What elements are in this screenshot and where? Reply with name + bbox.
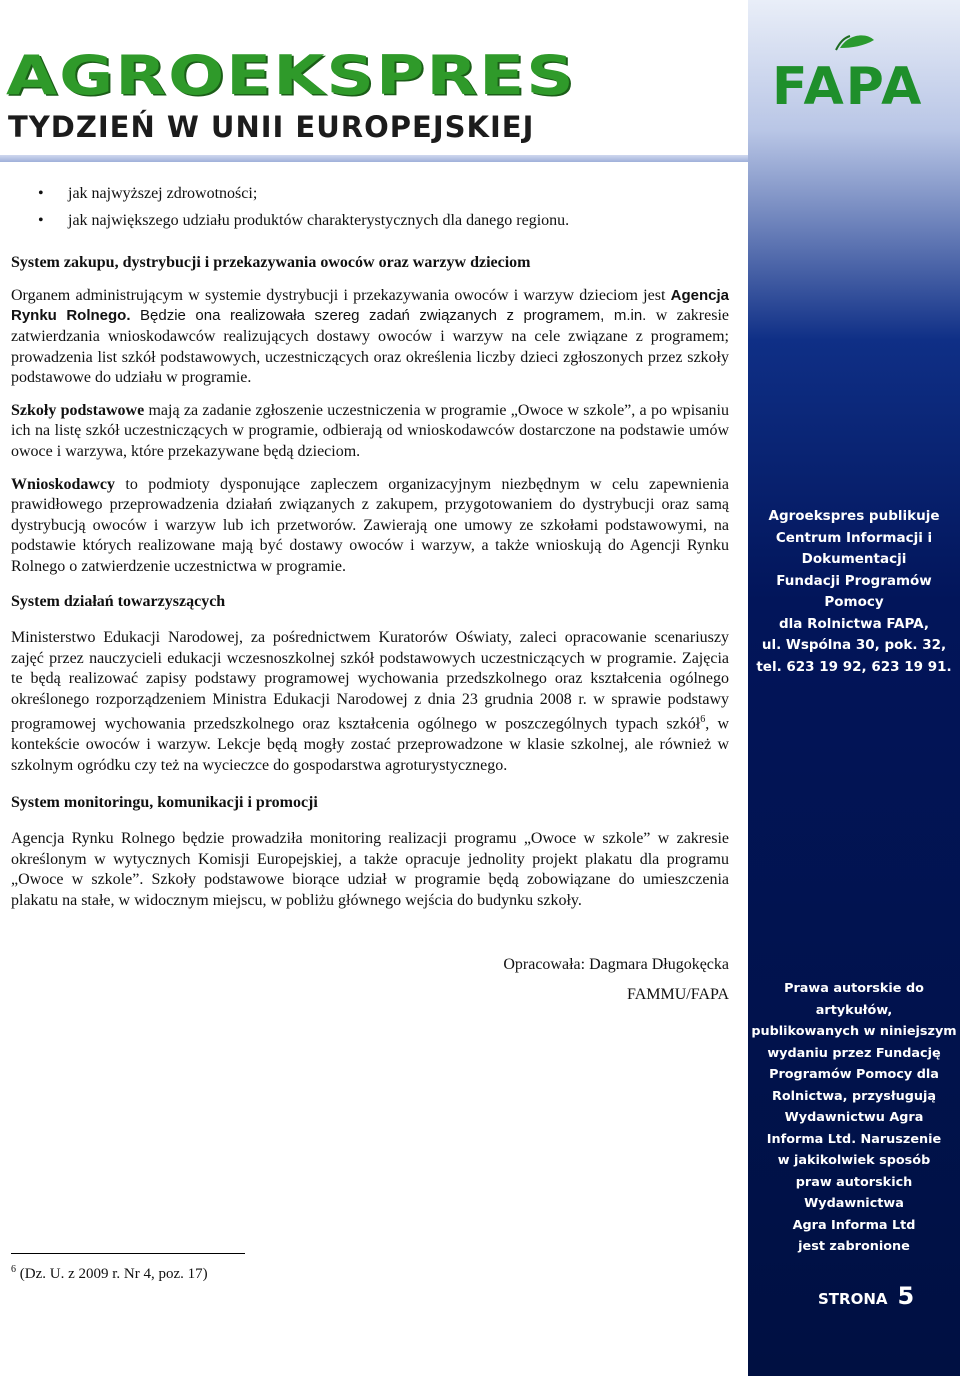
page-label: STRONA <box>818 1290 888 1308</box>
text-run: to podmioty dysponujące zapleczem organizacyjnym niezbędnym w celu zapewnienia prawidłowego przeprowadzenia działań związanych z zakupem, przygotowaniem do dystrybucji oraz samą dystrybucją owoców i warzyw lub ich przetworów. Zawierają one umowy ze szkołami podstawowymi, na podstawie których realizowane mają być dostawy owoców i warzyw, a także wnioskują do Agencji Rynku Rolnego o zatwierdzenie uczestnictwa w programie. <box>11 475 729 575</box>
copyright-line: Wydawnictwu Agra <box>784 1110 924 1125</box>
publisher-info <box>748 506 960 678</box>
signature-author: Opracowała: Dagmara Długokęcka <box>503 955 729 973</box>
paragraph <box>11 628 729 776</box>
text-run: Organem administrującym w systemie dystrybucji i przekazywania owoców i warzyw dzieciom jest <box>11 286 671 304</box>
paragraph <box>11 829 729 911</box>
footnote-number: 6 <box>11 1264 16 1275</box>
publisher-line: Centrum Informacji i Dokumentacji <box>775 529 933 567</box>
copyright-line: w jakikolwiek sposób <box>777 1153 931 1168</box>
page-number-value: 5 <box>897 1282 915 1310</box>
text-run-bold: Wnioskodawcy <box>11 475 116 493</box>
text-run: Ministerstwo Edukacji Narodowej, za pośrednictwem Kuratorów Oświaty, zaleci opracowanie scenariuszy zajęć przez nauczycieli edukacji wczesnoszkolnej szkół podstawowych uczestniczących w programie. Zajęcia te będą realizować zapisy podstawy programowej wychowania przedszkolnego oraz kształcenia ogólnego określonego rozporządzeniem Ministra Edukacji Narodowej z dnia 23 grudnia 2008 r. w sprawie podstawy programowej wychowania przedszkolnego oraz kształcenia ogólnego w poszczególnych typach szkół <box>11 629 729 733</box>
article-body <box>11 184 729 1010</box>
signature <box>11 950 729 1010</box>
header-divider <box>0 155 748 162</box>
publisher-line: ul. Wspólna 30, pok. 32, <box>761 637 947 653</box>
text-run: Będzie ona realizowała szereg zadań związanych z programem, m.in. <box>130 307 647 325</box>
text-run: Agencja Rynku Rolnego będzie prowadziła monitoring realizacji programu „Owoce w szkole” w zakresie określonym w wytycznych Komisji Europejskiej, a także opracuje jednolity projekt plakatu dla programu „Owoce w szkole”. Szkoły podstawowe biorące udział w programie będą zobowiązane do umieszczenia plakatu na stałe, w widocznym miejscu, w pobliżu głównego wejścia do budynku szkoły. <box>11 830 729 909</box>
footnote-text: (Dz. U. z 2009 r. Nr 4, poz. 17) <box>16 1266 208 1282</box>
leaf-icon <box>836 35 874 50</box>
publisher-line: Agroekspres publikuje <box>768 508 940 524</box>
footnote-ref: 6 <box>700 714 706 726</box>
bullet-list <box>11 184 729 231</box>
fapa-logo <box>770 30 940 110</box>
copyright-line: Programów Pomocy dla <box>769 1067 939 1082</box>
page-number <box>818 1282 914 1310</box>
section-heading: System działań towarzyszących <box>11 592 226 610</box>
copyright-line: Agra Informa Ltd <box>792 1217 916 1233</box>
copyright-line: jest zabronione <box>798 1239 910 1254</box>
fapa-logo-text: FAPA <box>772 57 924 110</box>
text-run-bold: Agencja Rynku Rolnego. <box>11 286 729 325</box>
copyright-line: Informa Ltd. Naruszenie <box>766 1131 942 1147</box>
masthead <box>0 0 748 160</box>
paragraph <box>11 475 729 578</box>
paragraph <box>11 286 729 389</box>
list-item: • jak największego udziału produktów charakterystycznych dla danego regionu. <box>11 211 729 232</box>
copyright-line: wydaniu przez Fundację <box>767 1045 941 1061</box>
copyright-notice <box>748 978 960 1258</box>
list-item: • jak najwyższej zdrowotności; <box>11 184 729 205</box>
paragraph <box>11 401 729 463</box>
text-run: w zakresie zatwierdzania wnioskodawców realizujących dostawy owoców i warzyw na cele związane z programem; prowadzenia list szkół podstawowych, uczestniczących oraz określenia liczby dzieci zgłoszonych przez szkoły podstawowe do udziału w programie. <box>11 307 729 387</box>
text-run-bold: Szkoły podstawowe <box>11 401 145 419</box>
right-sidebar <box>748 0 960 1376</box>
section-heading: System monitoringu, komunikacji i promocji <box>11 793 318 811</box>
publisher-line: tel. 623 19 92, 623 19 91. <box>756 658 952 675</box>
copyright-line: Prawa autorskie do artykułów, <box>784 981 924 1018</box>
signature-org: FAMMU/FAPA <box>627 985 729 1003</box>
copyright-line: praw autorskich Wydawnictwa <box>795 1174 913 1211</box>
footnote <box>11 1264 208 1283</box>
text-run: , w kontekście owoców i warzyw. Lekcje będą mogły zostać przeprowadzone w klasie szkolnej, ale również w szkolnym ogródku czy też na wycieczce do gospodarstwa agroturystycznego. <box>11 715 729 774</box>
copyright-line: Rolnictwa, przysługują <box>771 1088 937 1104</box>
copyright-line: publikowanych w niniejszym <box>751 1024 957 1039</box>
publisher-line: dla Rolnictwa FAPA, <box>779 615 929 632</box>
agroekspres-logo: AGROEKSPRES <box>6 44 576 108</box>
text-run: mają za zadanie zgłoszenie uczestniczenia w programie „Owoce w szkole”, a po wpisaniu ich na listę szkół uczestniczących w programie, odbierają od wnioskodawców dostarczone na podstawie umów owoce i warzywa, które przekazywane będą dzieciom. <box>11 401 730 460</box>
section-heading: System zakupu, dystrybucji i przekazywania owoców oraz warzyw dzieciom <box>11 254 531 272</box>
logo-subtitle: TYDZIEŃ W UNII EUROPEJSKIEJ <box>8 110 535 144</box>
footnote-divider <box>11 1253 245 1254</box>
publisher-line: Fundacji Programów Pomocy <box>776 572 932 610</box>
